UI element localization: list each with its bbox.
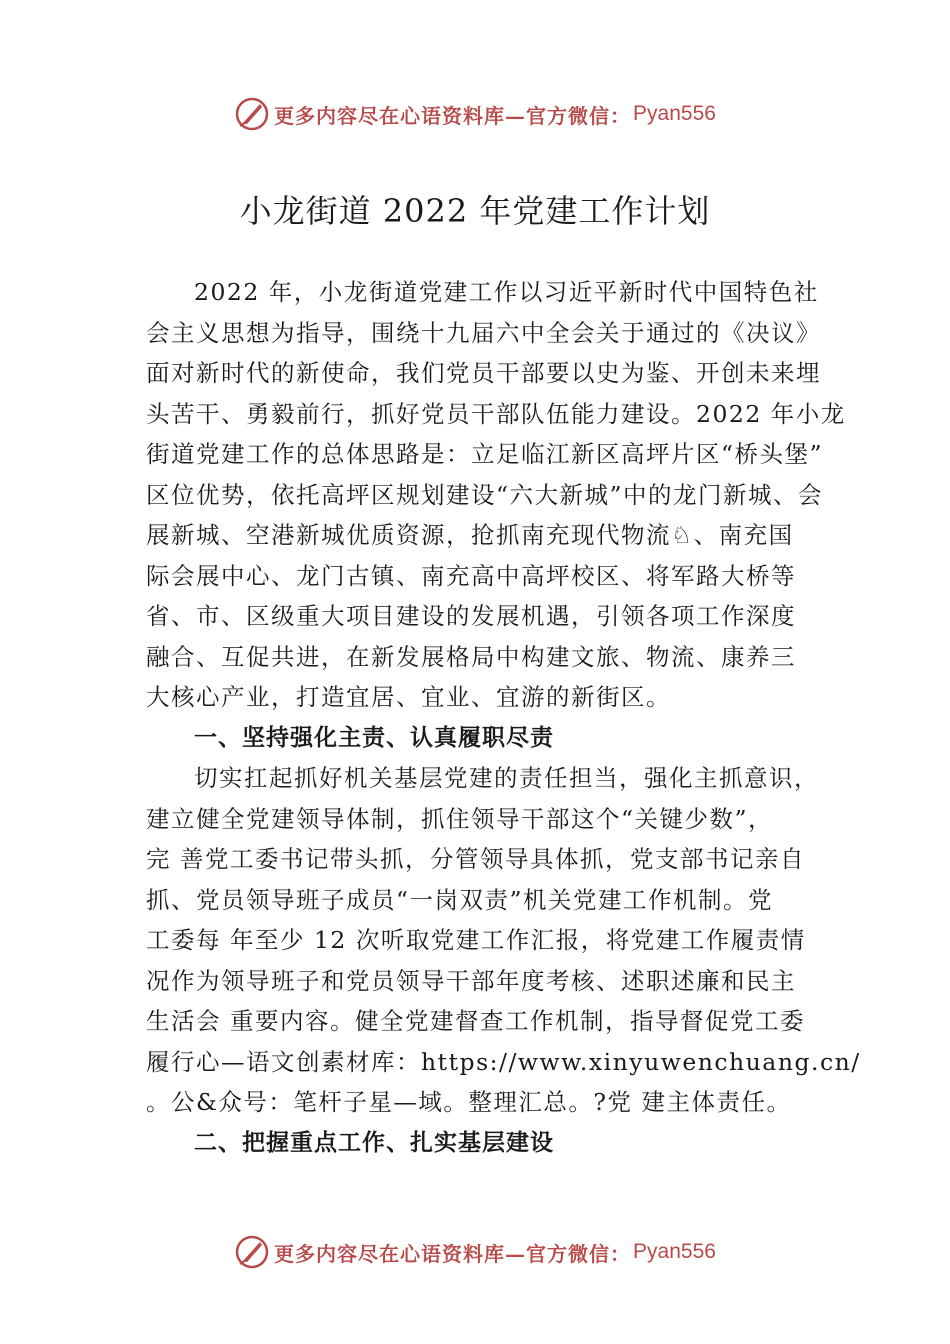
text-line: 街道党建工作的总体思路是：立足临江新区高坪片区“桥头堡” <box>146 440 824 468</box>
text-line: 。公&众号：笔杆子星—域。整理汇总。?党 建主体责任。 <box>146 1088 792 1116</box>
paragraph-intro <box>146 272 846 718</box>
banner-text: 更多内容尽在心语资料库—官方微信： <box>274 1241 632 1266</box>
text-line: 省、市、区级重大项目建设的发展机遇，引领各项工作深度 <box>146 602 796 630</box>
text-line: 切实扛起抓好机关基层党建的责任担当，强化主抓意识， <box>194 764 819 792</box>
text-line: 面对新时代的新使命，我们党员干部要以史为鉴、开创未来埋 <box>146 359 821 387</box>
document-body <box>146 272 861 1163</box>
text-line: 完 善党工委书记带头抓，分管领导具体抓，党支部书记亲自 <box>146 845 805 873</box>
quill-logo-icon <box>234 1234 270 1270</box>
text-line: 履行心—语文创素材库：https://www.xinyuwenchuang.cn/ <box>146 1047 861 1076</box>
text-line: 生活会 重要内容。健全党建督查工作机制，指导督促党工委 <box>146 1007 805 1035</box>
paragraph-section-1 <box>146 758 861 1123</box>
text-line: 2022 年，小龙街道党建工作以习近平新时代中国特色社 <box>194 278 819 306</box>
banner-text: 更多内容尽在心语资料库—官方微信： <box>274 103 632 128</box>
header-banner <box>0 94 950 134</box>
text-line: 融合、互促共进，在新发展格局中构建文旅、物流、康养三 <box>146 642 796 671</box>
quill-logo-icon <box>234 96 270 132</box>
section-heading-1: 一、坚持强化主责、认真履职尽责 <box>194 724 554 751</box>
banner-wechat-handle: Pyan556 <box>633 1240 716 1263</box>
footer-banner <box>0 1232 950 1272</box>
text-line: 况作为领导班子和党员领导干部年度考核、述职述廉和民主 <box>146 966 796 995</box>
text-line: 头苦干、勇毅前行，抓好党员干部队伍能力建设。2022 年小龙 <box>146 399 846 428</box>
text-line: 展新城、空港新城优质资源，抢抓南充现代物流♘、南充国 <box>146 521 794 549</box>
document-title: 小龙街道 2022 年党建工作计划 <box>239 192 711 230</box>
text-line: 大核心产业，打造宜居、宜业、宜游的新街区。 <box>146 683 671 711</box>
text-line: 会主义思想为指导，围绕十九届六中全会关于通过的《决议》 <box>146 318 821 347</box>
section-heading-2: 二、把握重点工作、扎实基层建设 <box>194 1129 554 1156</box>
text-line: 际会展中心、龙门古镇、南充高中高坪校区、将军路大桥等 <box>146 561 796 590</box>
text-line: 工委每 年至少 12 次听取党建工作汇报，将党建工作履责情 <box>146 926 806 954</box>
text-line: 区位优势，依托高坪区规划建设“六大新城”中的龙门新城、会 <box>146 480 824 509</box>
text-line: 抓、党员领导班子成员“一岗双责”机关党建工作机制。党 <box>146 885 774 914</box>
text-line: 建立健全党建领导体制，抓住领导干部这个“关键少数”， <box>146 804 774 833</box>
banner-wechat-handle: Pyan556 <box>633 102 716 125</box>
